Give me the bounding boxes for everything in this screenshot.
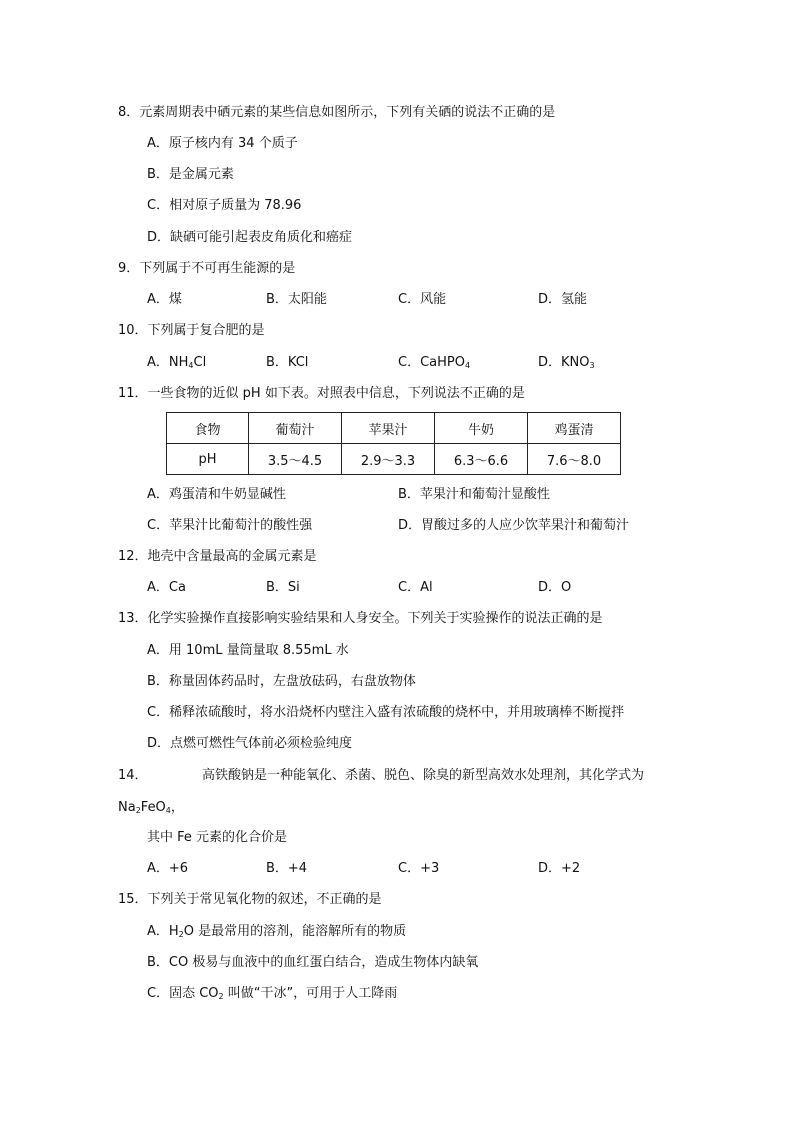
question-13-option-b: B．称量固体药品时，左盘放砝码，右盘放物体 [147,674,416,689]
question-10-option-c: C．CaHPO$_4$ [398,355,471,370]
table-cell: 2.9～3.3 [342,444,435,475]
question-12-option-b: B．Si [266,580,300,595]
question-15-option-b: B．CO 极易与血液中的血红蛋白结合，造成生物体内缺氧 [147,955,479,970]
question-9-stem: 9．下列属于不可再生能源的是 [118,261,296,276]
ph-table [166,412,621,475]
question-13-option-a: A．用 10mL 量筒量取 8.55mL 水 [147,643,349,658]
question-12-option-d: D．O [538,580,572,595]
table-header-cell: 鸡蛋清 [528,413,621,444]
question-8-option-c: C．相对原子质量为 78.96 [147,198,302,213]
question-8-option-a: A．原子核内有 34 个质子 [147,136,298,151]
table-cell: pH [167,444,249,475]
question-8-option-b: B．是金属元素 [147,167,234,182]
question-10-option-d: D．$KNO_3$ [538,355,595,370]
question-14-option-b: B．+4 [266,861,308,876]
question-11-option-a: A．鸡蛋清和牛奶显碱性 [147,487,286,502]
table-cell: 3.5～4.5 [249,444,342,475]
question-15-stem: 15．下列关于常见氧化物的叙述，不正确的是 [118,892,382,907]
question-14-formula: $Na_2FeO_4$， [118,800,184,815]
table-cell: 6.3～6.6 [435,444,528,475]
question-13-stem: 13．化学实验操作直接影响实验结果和人身安全。下列关于实验操作的说法正确的是 [118,611,603,626]
question-9-option-a: A．煤 [147,292,182,307]
question-15-option-a: A．$H_2O$ 是最常用的溶剂，能溶解所有的物质 [147,924,407,939]
question-9-option-d: D．氢能 [538,292,588,307]
question-11-stem: 11．一些食物的近似 pH 如下表。对照表中信息，下列说法不正确的是 [118,386,525,401]
question-14-stem: 高铁酸钠是一种能氧化、杀菌、脱色、除臭的新型高效水处理剂，其化学式为 [202,768,645,783]
question-9-option-b: B．太阳能 [266,292,327,307]
table-header-row [167,413,621,444]
question-10-option-a: A．$NH_4Cl$ [147,355,207,370]
table-header-cell: 食物 [167,413,249,444]
table-header-cell: 牛奶 [435,413,528,444]
table-header-cell: 葡萄汁 [249,413,342,444]
question-10-option-b: B．KCl [266,355,309,370]
question-13-option-c: C．稀释浓硫酸时，将水沿烧杯内壁注入盛有浓硫酸的烧杯中，并用玻璃棒不断搅拌 [147,705,625,720]
question-10-stem: 10．下列属于复合肥的是 [118,323,265,338]
question-11-option-c: C．苹果汁比葡萄汁的酸性强 [147,518,313,533]
question-12-option-a: A．Ca [147,580,186,595]
question-14-option-a: A．+6 [147,861,189,876]
question-12-stem: 12．地壳中含量最高的金属元素是 [118,549,317,564]
question-8-stem: 8．元素周期表中硒元素的某些信息如图所示，下列有关硒的说法不正确的是 [118,105,556,120]
question-8-option-d: D．缺硒可能引起表皮角质化和癌症 [147,230,353,245]
question-15-option-c: C．固态 $CO_2$ 叫做“干冰”，可用于人工降雨 [147,986,398,1001]
question-11-option-d: D．胃酸过多的人应少饮苹果汁和葡萄汁 [398,518,630,533]
table-header-cell: 苹果汁 [342,413,435,444]
table-row [167,444,621,475]
question-14-stem-continued: 其中 Fe 元素的化合价是 [147,830,288,845]
question-12-option-c: C．Al [398,580,433,595]
question-14-number: 14． [118,768,148,783]
question-14-option-c: C．+3 [398,861,440,876]
question-9-option-c: C．风能 [398,292,447,307]
question-13-option-d: D．点燃可燃性气体前必须检验纯度 [147,736,353,751]
question-11-option-b: B．苹果汁和葡萄汁显酸性 [398,487,550,502]
question-14-option-d: D．+2 [538,861,581,876]
table-cell: 7.6～8.0 [528,444,621,475]
